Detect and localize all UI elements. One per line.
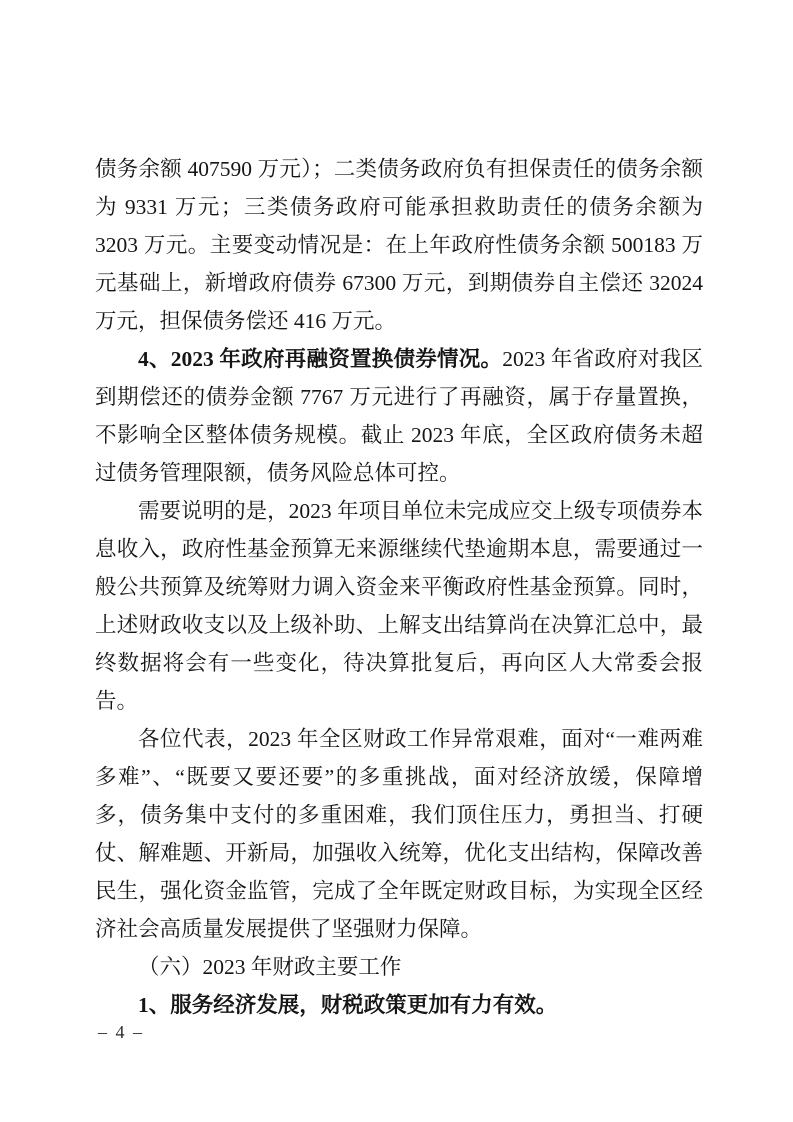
page-footer xyxy=(98,1018,144,1046)
page-number: – 4 – xyxy=(98,1022,144,1042)
paragraph-refinancing-lead: 4、2023 年政府再融资置换债券情况。 xyxy=(138,347,503,371)
section-heading-six: （六）2023 年财政主要工作 xyxy=(138,955,402,979)
paragraph-explanation: 需要说明的是，2023 年项目单位未完成应交上级专项债券本息收入，政府性基金预算无来源继续代垫逾期本息，需要通过一般公共预算及统筹财力调入资金来平衡政府性基金预算。同时，上述财政收支以及上级补助、上解支出结算尚在决算汇总中，最终数据将会有一些变化，待决算批复后，再向区人大常委会报告。 xyxy=(95,499,703,713)
document-text xyxy=(95,150,703,1024)
paragraph-debt-balance: 债务余额 407590 万元）；二类债务政府负有担保责任的债务余额为 9331 万元；三类债务政府可能承担救助责任的债务余额为 3203 万元。主要变动情况是：在上年政府性债务余额 500183 万元基础上，新增政府债券 67300 万元，到期债券自主偿还 32024 万元，担保债务偿还 416 万元。 xyxy=(95,157,703,333)
paragraph-summary: 各位代表，2023 年全区财政工作异常艰难，面对“一难两难多难”、“既要又要还要”的多重挑战，面对经济放缓，保障增多，债务集中支付的多重困难，我们顶住压力，勇担当、打硬仗、解难题、开新局，加强收入统筹，优化支出结构，保障改善民生，强化资金监管，完成了全年既定财政目标，为实现全区经济社会高质量发展提供了坚强财力保障。 xyxy=(95,727,703,941)
item-heading-one: 1、服务经济发展，财税政策更加有力有效。 xyxy=(138,993,558,1017)
paragraph-refinancing xyxy=(95,340,703,492)
paragraph-refinancing-text: 2023 年省政府对我区到期偿还的债券金额 7767 万元进行了再融资，属于存量置换，不影响全区整体债务规模。截止 2023 年底，全区政府债务未超过债务管理限额，债务风险总体可控。 xyxy=(95,347,703,485)
